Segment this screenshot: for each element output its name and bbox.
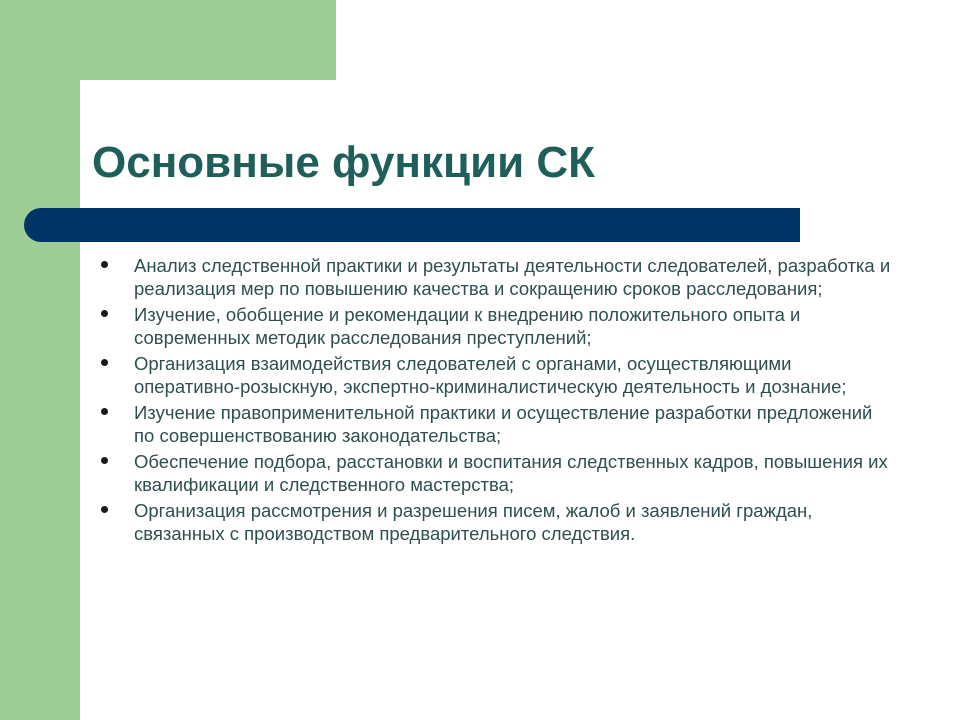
list-item [96,499,896,545]
list-item [96,303,896,349]
list-item-text: Организация рассмотрения и разрешения писем, жалоб и заявлений граждан, связанных с производством предварительного следствия. [134,500,813,544]
decorative-green-block [0,0,336,80]
list-item-text: Организация взаимодействия следователей с органами, осуществляющими оперативно-розыскную, экспертно-криминалистическую деятельность и дознание; [134,353,847,397]
list-item [96,352,896,398]
bullet-list [96,254,896,548]
list-item-text: Анализ следственной практики и результаты деятельности следователей, разработка и реализация мер по повышению качества и сокращению сроков расследования; [134,255,891,299]
decorative-green-band [0,0,80,720]
slide-title: Основные функции СК [92,138,596,187]
bullet-icon [101,408,108,415]
list-item-text: Обеспечение подбора, расстановки и воспитания следственных кадров, повышения их квалификации и следственного мастерства; [134,451,888,495]
bullet-icon [101,359,108,366]
list-item [96,401,896,447]
title-underline-bar [24,208,800,242]
list-item-text: Изучение правоприменительной практики и осуществление разработки предложений по совершенствованию законодательства; [134,402,873,446]
bullet-icon [101,506,108,513]
list-item [96,254,896,300]
bullet-icon [101,457,108,464]
bullet-icon [101,261,108,268]
list-item [96,450,896,496]
list-item-text: Изучение, обобщение и рекомендации к внедрению положительного опыта и современных методик расследования преступлений; [134,304,801,348]
bullet-icon [101,310,108,317]
